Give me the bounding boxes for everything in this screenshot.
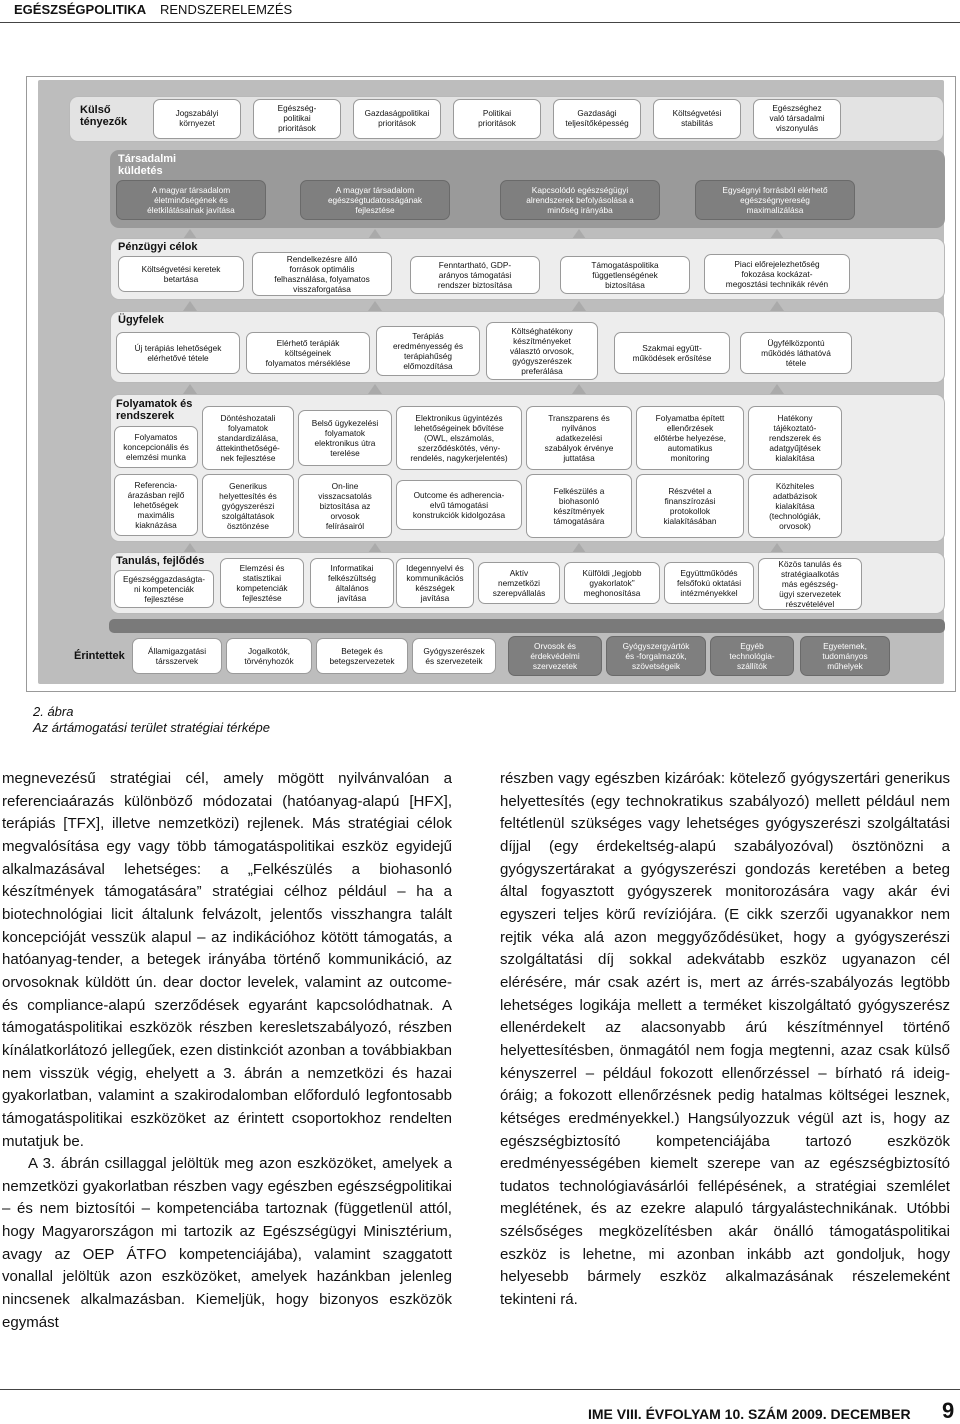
process-item: Döntéshozatali folyamatok standardizálása, áttekinthetőségé- nek fejlesztése <box>202 406 294 470</box>
process-item: Generikus helyettesítés és gyógyszerészi szolgáltatások ösztönzése <box>202 474 294 538</box>
figure-number: 2. ábra <box>33 704 74 719</box>
paragraph: megnevezésű stratégiai cél, amely mögött nyilvánvalóan a referenciaárazás különböző módozatai (hatóanyag-alapú [HFX], terápiás [TFX], illetve nemzetközi) rejlenek. Más stratégiai célok megvalósítása egy vagy több támogatáspolitikai eszköz egyidejű alkalmazásával lehetséges: a „Felkészülés a biohasonló készítmények támogatására” stratégiai célhoz például – ha a biotechnológiai licit általunk felvázolt, jelentős visszhangra talált koncepcióját vesszük alapul – az indikációhoz kötött támogatás, a hatóanyag-tender, a betegek irányába történő kommunikáció, az orvosoknak küldött ún. dear doctor levelek, valamint az outcome- és compliance-alapú szerződések egyaránt kapcsolódhatnak. A támogatáspolitikai eszközök részben keresletszabályozó, részben kínálatkorlátozó jellegűek, ezen distinkciót azonban a továbbiakban nem visszük végig, ehelyett a 3. ábrán a nemzetközi és hazai gyakorlatban, valamint a szakirodalomban előforduló legfontosabb támogatáspolitikai eszközöket az érintett csoportokhoz rendelten mutatjuk be. <box>2 770 452 1150</box>
financial-goal: Támogatáspolitika függetlenségének biztosítása <box>560 256 690 294</box>
learning-goal: Közös tanulás és stratégiaalkotás más egészség- ügyi szervezetek részvételével <box>758 558 862 610</box>
financial-goals-title: Pénzügyi célok <box>118 241 198 253</box>
stakeholder: Jogalkotók, törvényhozók <box>226 638 312 674</box>
mission-goal: A magyar társadalom életminőségének és életkilátásainak javítása <box>116 180 266 220</box>
page-number: 9 <box>942 1398 955 1423</box>
left-column <box>2 768 452 1334</box>
stakeholder: Államigazgatási társszervek <box>132 638 222 674</box>
financial-goal: Fenntartható, GDP- arányos támogatási rendszer biztosítása <box>410 256 540 294</box>
client-goal: Szakmai együtt- működések erősítése <box>614 332 730 374</box>
learning-goal: Elemzési és statisztikai kompetenciák fejlesztése <box>220 558 304 608</box>
section-category: EGÉSZSÉGPOLITIKA <box>14 2 147 17</box>
stakeholder: Orvosok és érdekvédelmi szervezetek <box>508 636 602 676</box>
process-item: Belső ügykezelési folyamatok elektronikus útra terelése <box>298 410 392 466</box>
processes-title: Folyamatok és rendszerek <box>116 398 193 422</box>
stakeholders-title: Érintettek <box>74 650 125 662</box>
process-item: On-line visszacsatolás biztosítása az orvosok felírásairól <box>298 474 392 538</box>
up-arrow-icon <box>368 301 382 311</box>
process-item: Felkészülés a biohasonló készítmények támogatására <box>526 474 632 538</box>
stakeholder-bar <box>109 619 945 633</box>
up-arrow-icon <box>572 384 586 394</box>
external-factor: Egészség- politikai prioritások <box>253 99 341 139</box>
process-item: Hatékony tájékoztató- rendszerek és adatgyűjtések kialakítása <box>748 406 842 470</box>
external-factor: Jogszabályi környezet <box>153 99 241 139</box>
learning-goal: Informatikai felkészültség általános javítása <box>310 558 394 608</box>
up-arrow-icon <box>770 384 784 394</box>
stakeholder: Betegek és betegszervezetek <box>316 638 408 674</box>
paragraph: részben vagy egészben kizáróak: kötelező gyógyszertári generikus helyettesítés (egy technokratikus szabályozó) mellett például nem feltétlenül szükséges vagy lehetséges gyógyszerészi szolgáltatási díjjal (egy érdekeltség-alapú szabályozóval) ösztönözni a gyógyszertárakat a gyógyszerészi gondozás keretében a beteg által fogyasztott gyógyszerek monitorozására vagy akár évi egyszeri teljes körű revíziójára. (E cikk szerzői ugyanakkor nem rejtik véka alá azon meggyőződésüket, hogy a gyógyszerészi szolgáltatási díj sokkal adekvátabb eszköz ugyanazon cél elérésére, már csak azért is, mert az árrés-szabályozás legtöbb lehetséges logikája mellett a terméket kiszolgáltató gyógyszerész ellenérdekelt az alacsonyabb árú készítménnyel történő helyettesítésben, önmagától nem fogja megtenni, azaz csak külső kényszerrel – például fokozott ellenőrzéssel – bírható rá ideig-óráig; a fokozott ellenőrzésnek pedig hatalmas költségei lesznek, kétséges eredményekkel.) Hangsúlyozzuk végül azt is, hogy az egészségbiztosító kompetenciájába tartozó eszközök eredményességében kiemelt szerepe van az egészségbiztosító tudatos technológiavásárlói fellépésének, a stratégiai szemlélet meglétének, és az ezekre alapuló tárgyalástechnikának. Utóbbi szélsőséges megközelítésben akár önálló támogatáspolitikai eszköz is lehetne, mi azonban inkább azt gondoljuk, hogy helyesebb bármely eszköz alkalmazásának részelemeként tekinteni rá. <box>500 770 950 1309</box>
financial-goal: Költségvetési keretek betartása <box>118 256 244 292</box>
up-arrow-icon <box>183 384 197 394</box>
right-column <box>500 768 950 1312</box>
learning-title: Tanulás, fejlődés <box>116 555 205 567</box>
up-arrow-icon <box>368 384 382 394</box>
learning-goal: Külföldi „legjobb gyakorlatok” meghonosítása <box>564 562 660 604</box>
up-arrow-icon <box>770 301 784 311</box>
process-item: Folyamatba épített ellenőrzések előtérbe helyezése, automatikus monitoring <box>636 406 744 470</box>
learning-goal: Aktív nemzetközi szerepvállalás <box>478 562 560 604</box>
up-arrow-icon <box>183 301 197 311</box>
external-factor: Politikai prioritások <box>453 99 541 139</box>
footer-divider <box>0 1389 960 1390</box>
section-subcategory: RENDSZERELEMZÉS <box>160 2 293 17</box>
financial-goal: Rendelkezésre álló források optimális felhasználása, folyamatos visszaforgatása <box>252 252 392 296</box>
paragraph: A 3. ábrán csillaggal jelöltük meg azon eszközöket, amelyek a nemzetközi gyakorlatban részben vagy egészben egészségpolitikai – és nem biztosítói – kompetenciába tartoznak (függetlenül attól, hogy Magyarországon mi tartozik az Egészségügyi Minisztérium, avagy az OEP ÁTFO kompetenciájába), valamint szaggatott vonallal jelöltük azon eszközöket, amelyek hazánkban jelenleg nincsenek alkalmazásban. Kiemeljük, hogy bizonyos eszközök egymást <box>2 1155 452 1331</box>
learning-goal: Idegennyelvi és kommunikációs készségek javítása <box>396 558 474 608</box>
clients-title: Ügyfelek <box>118 314 164 326</box>
mission-title: Társadalmi küldetés <box>118 153 177 177</box>
process-item: Outcome és adherencia- elvű támogatási konstrukciók kidolgozása <box>396 480 522 530</box>
process-item: Elektronikus ügyintézés lehetőségeinek bővítése (OWL, elszámolás, szerződéskötés, vény- rendelés, nagykerjelentés) <box>396 406 522 470</box>
external-factor: Gazdaságpolitikai prioritások <box>353 99 441 139</box>
stakeholder: Gyógyszerészek és szervezeteik <box>412 638 496 674</box>
process-item: Transzparens és nyilvános adatkezelési szabályok érvénye juttatása <box>526 406 632 470</box>
client-goal: Új terápiás lehetőségek elérhetővé tétele <box>116 332 240 374</box>
process-item: Közhiteles adatbázisok kialakítása (technológiák, orvosok) <box>748 474 842 538</box>
header-divider <box>0 22 960 23</box>
external-factors-title: Külső tényezők <box>80 104 128 128</box>
mission-goal: A magyar társadalom egészségtudatosságának fejlesztése <box>300 180 450 220</box>
mission-goal: Egységnyi forrásból elérhető egészségnyereség maximalizálása <box>695 180 855 220</box>
learning-goal: Együttműködés felsőfokú oktatási intézményekkel <box>664 562 754 604</box>
external-factor: Egészséghez való társadalmi viszonyulás <box>753 99 841 139</box>
external-factor: Gazdasági teljesítőképesség <box>553 99 641 139</box>
stakeholder: Egyéb technológia- szállítók <box>710 636 794 676</box>
stakeholder: Egyetemek, tudományos műhelyek <box>800 636 890 676</box>
mission-goal: Kapcsolódó egészségügyi alrendszerek befolyásolása a minőség irányába <box>500 180 660 220</box>
client-goal: Költséghatékony készítményeket választó orvosok, gyógyszerészek preferálása <box>486 322 598 380</box>
process-item: Részvétel a finanszírozási protokollok kialakításában <box>636 474 744 538</box>
process-item: Folyamatos koncepcionális és elemzési munka <box>114 426 198 468</box>
figure-caption: Az ártámogatási terület stratégiai térképe <box>33 720 271 735</box>
process-item: Referencia- árazásban rejlő lehetőségek maximális kiaknázása <box>114 474 198 536</box>
publication-info: IME VIII. ÉVFOLYAM 10. SZÁM 2009. DECEMBER <box>588 1406 911 1422</box>
external-factor: Költségvetési stabilitás <box>653 99 741 139</box>
financial-goal: Piaci előrejelezhetőség fokozása kockázat- megosztási technikák révén <box>704 254 850 294</box>
client-goal: Ügyfélközpontú működés láthatóvá tétele <box>740 332 852 374</box>
learning-goal: Egészséggazdaságta- ni kompetenciák fejlesztése <box>114 570 214 608</box>
client-goal: Terápiás eredményesség és terápiahűség előmozdítása <box>376 326 480 376</box>
up-arrow-icon <box>572 301 586 311</box>
client-goal: Elérhető terápiák költségeinek folyamatos mérséklése <box>246 332 370 374</box>
stakeholder: Gyógyszergyártók és -forgalmazók, szövetségeik <box>606 636 706 676</box>
